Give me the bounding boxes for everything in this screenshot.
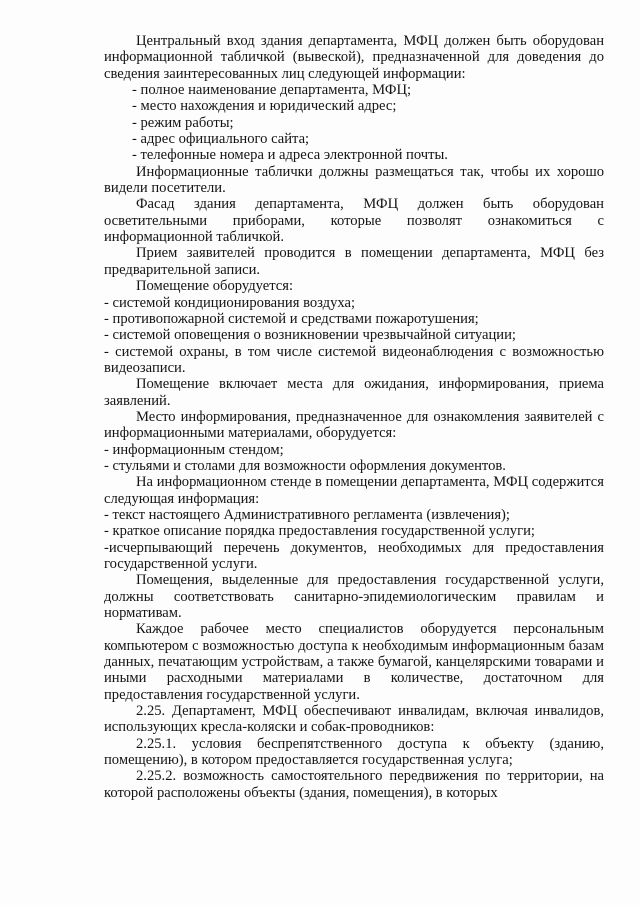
list-item: - полное наименование департамента, МФЦ;	[132, 82, 412, 99]
paragraph-info-place: Место информирования, предназначенное для ознакомления заявителей с информационными материалами, оборудуется:	[104, 408, 604, 442]
paragraph-reception: Прием заявителей проводится в помещении департамента, МФЦ без предварительной записи.	[104, 245, 604, 278]
paragraph-signs-placement: Информационные таблички должны размещаться так, чтобы их хорошо видели посетители.	[104, 163, 604, 197]
list-item: - краткое описание порядка предоставления государственной услуги;	[104, 523, 535, 540]
paragraph-facade: Фасад здания департамента, МФЦ должен быть оборудован осветительными приборами, которые позволят ознакомиться с информационной табличкой.	[104, 196, 604, 246]
list-item: - телефонные номера и адреса электронной почты.	[132, 147, 448, 164]
list-item: - стульями и столами для возможности оформления документов.	[104, 457, 506, 474]
list-item: - системой кондиционирования воздуха;	[104, 294, 356, 311]
paragraph-info-stand: На информационном стенде в помещении департамента, МФЦ содержится следующая информация:	[104, 474, 604, 507]
list-item: - информационным стендом;	[104, 441, 284, 458]
document-body	[104, 33, 604, 801]
paragraph-2-25-1: 2.25.1. условия беспрепятственного доступа к объекту (зданию, помещению), в котором предоставляется государственная услуга;	[104, 735, 604, 769]
paragraph-room-places: Помещение включает места для ожидания, информирования, приема заявлений.	[104, 376, 604, 409]
list-item: - системой охраны, в том числе системой видеонаблюдения с возможностью видеозаписи.	[104, 343, 604, 376]
list-item: - противопожарной системой и средствами пожаротушения;	[104, 310, 479, 327]
paragraph-2-25: 2.25. Департамент, МФЦ обеспечивают инвалидам, включая инвалидов, использующих кресла-коляски и собак-проводников:	[104, 703, 604, 736]
paragraph-room-equipment: Помещение оборудуется:	[136, 278, 294, 295]
list-item: - текст настоящего Административного регламента (извлечения);	[104, 506, 510, 523]
paragraph-entrance-sign: Центральный вход здания департамента, МФЦ должен быть оборудован информационной табличкой (вывеской), предназначенной для доведения до сведения заинтересованных лиц следующей информации:	[104, 33, 604, 82]
paragraph-sanitary: Помещения, выделенные для предоставления государственной услуги, должны соответствовать санитарно-эпидемиологическим правилам и нормативам.	[104, 572, 604, 622]
list-item: - адрес официального сайта;	[132, 131, 310, 148]
list-item: -исчерпывающий перечень документов, необходимых для предоставления государственной услуги.	[104, 539, 604, 572]
list-item: - системой оповещения о возникновении чрезвычайной ситуации;	[104, 327, 516, 344]
list-item: - режим работы;	[132, 114, 234, 131]
paragraph-workplace: Каждое рабочее место специалистов оборудуется персональным компьютером с возможностью доступа к необходимым информационным базам данных, печатающим устройствам, а также бумагой, канцелярскими товарами и иными расходными материалами в количестве, достаточном для предоставления государственной услуги.	[104, 621, 604, 703]
paragraph-2-25-2: 2.25.2. возможность самостоятельного передвижения по территории, на которой расположены объекты (здания, помещения), в которых	[104, 768, 604, 801]
list-item: - место нахождения и юридический адрес;	[132, 98, 397, 115]
